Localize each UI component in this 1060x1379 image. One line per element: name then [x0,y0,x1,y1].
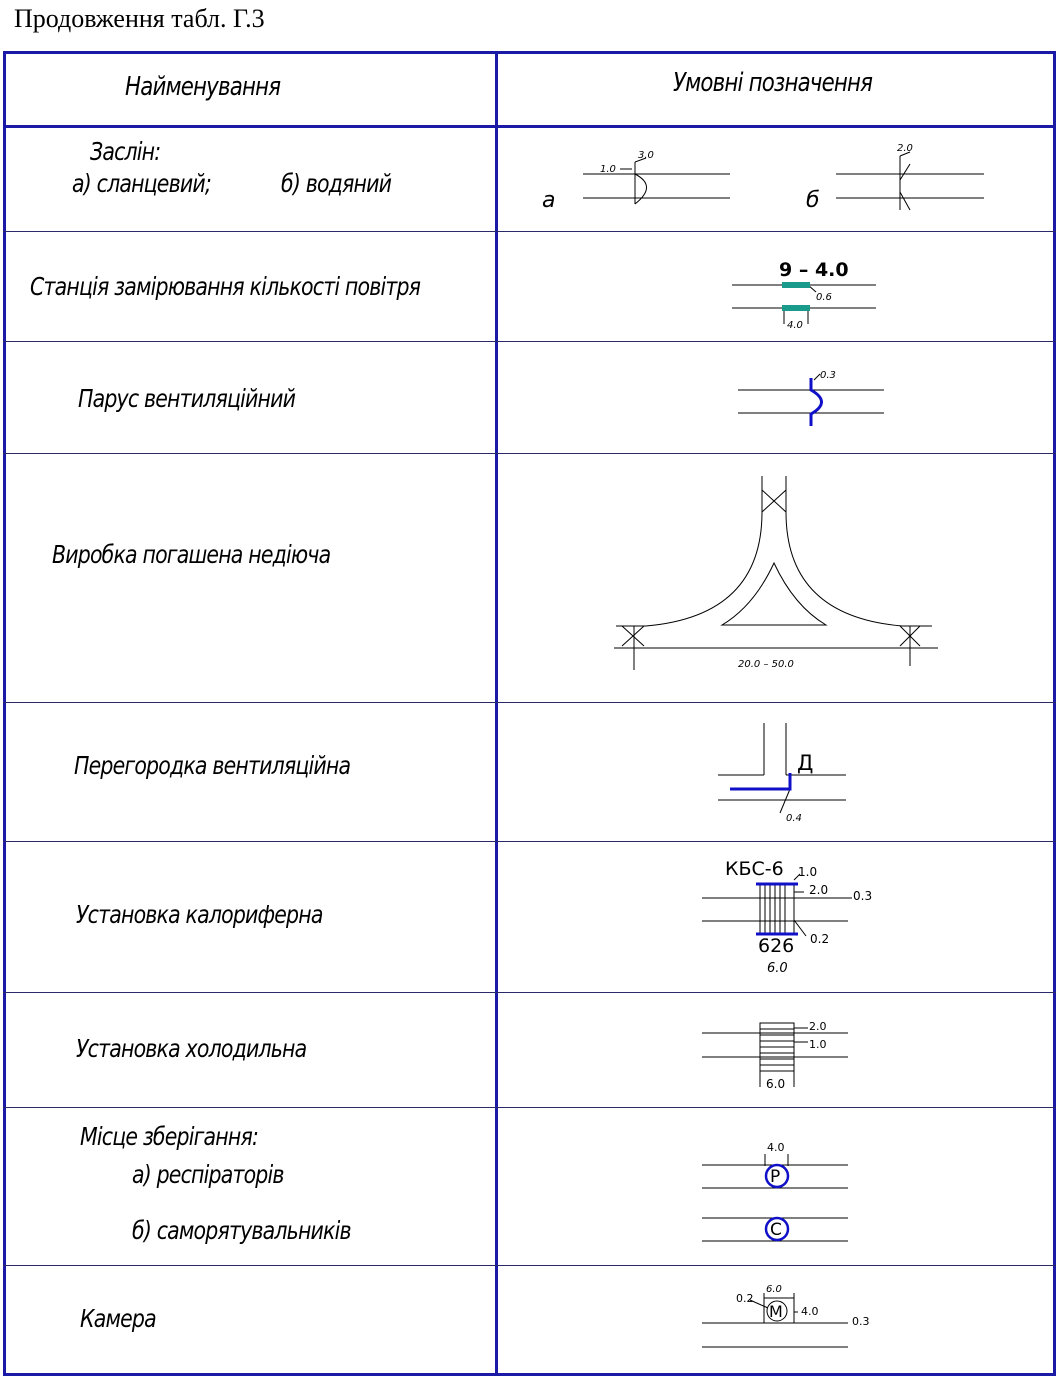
row-refrigeration-name: Установка холодильна [76,1034,307,1063]
refrigeration-dim-2: 1.0 [809,1038,827,1051]
heater-number: 626 [758,935,795,957]
air-station-dim2: 4.0 [787,320,803,331]
row-sail-name: Парус вентиляційний [78,384,296,413]
row-divider [3,231,1056,232]
air-station-symbol [498,234,1048,338]
heater-dim-1: 1.0 [798,865,818,879]
row-heater-name: Установка калориферна [76,900,323,929]
storage-dim: 4.0 [767,1141,785,1154]
heater-dim-2: 2.0 [809,883,829,897]
storage-letter-b: С [770,1220,782,1240]
air-station-code: 9 – 4.0 [779,259,849,281]
chamber-dim-4: 0.3 [852,1315,870,1328]
damper-label-a: а [542,188,556,213]
storage-symbol [498,1110,1048,1262]
storage-letter-a: Р [770,1167,781,1187]
row-divider [3,992,1056,993]
chamber-letter: М [769,1302,783,1321]
refrigeration-dim-1: 2.0 [809,1020,827,1033]
row-damper-name: Заслін: [90,137,161,166]
damper-dim-a1: 1.0 [600,164,616,175]
chamber-symbol [498,1268,1048,1372]
partition-symbol [498,705,1048,839]
damper-label-b: б [806,188,820,213]
page-title: Продовження табл. Г.3 [14,4,265,33]
chamber-dim-1: 6.0 [766,1284,782,1295]
row-partition-name: Перегородка вентиляційна [74,751,351,780]
air-station-dim1: 0.6 [816,292,832,303]
row-damper-sub-b: б) водяний [281,169,392,198]
abandoned-dim: 20.0 – 50.0 [738,659,794,670]
refrigeration-symbol [498,995,1048,1105]
heater-dim-4: 0.2 [810,932,830,946]
refrigeration-dim-3: 6.0 [766,1077,786,1091]
heater-symbol [498,844,1048,990]
header-symbols: Умовні позначення [673,68,873,98]
chamber-dim-2: 0.2 [736,1292,754,1305]
abandoned-working-symbol [498,456,1048,700]
row-storage-name: Місце зберігання: [80,1122,259,1151]
damper-dim-b: 2.0 [897,143,913,154]
row-storage-sub-a: а) респіраторів [132,1160,284,1189]
sail-symbol [498,344,1048,450]
heater-code: КБС-6 [725,858,784,880]
damper-dim-a2: 3.0 [638,150,654,161]
row-abandoned-name: Виробка погашена недіюча [52,540,331,569]
chamber-dim-3: 4.0 [801,1305,819,1318]
row-divider [3,1265,1056,1266]
row-damper-sub-a: а) сланцевий; [72,169,211,198]
row-divider [3,341,1056,342]
sail-dim: 0.3 [820,370,836,381]
row-chamber-name: Камера [80,1304,156,1333]
partition-dim: 0.4 [786,813,802,824]
damper-symbol [498,128,1048,228]
row-storage-sub-b: б) саморятувальників [132,1216,351,1245]
row-divider [3,453,1056,454]
partition-letter: Д [797,751,814,775]
header-name: Найменування [125,72,281,102]
row-divider [3,702,1056,703]
row-divider [3,1107,1056,1108]
heater-dim-5: 6.0 [767,961,788,976]
row-air-station-name: Станція замірювання кількості повітря [30,272,421,301]
row-divider [3,841,1056,842]
heater-dim-3: 0.3 [853,889,873,903]
